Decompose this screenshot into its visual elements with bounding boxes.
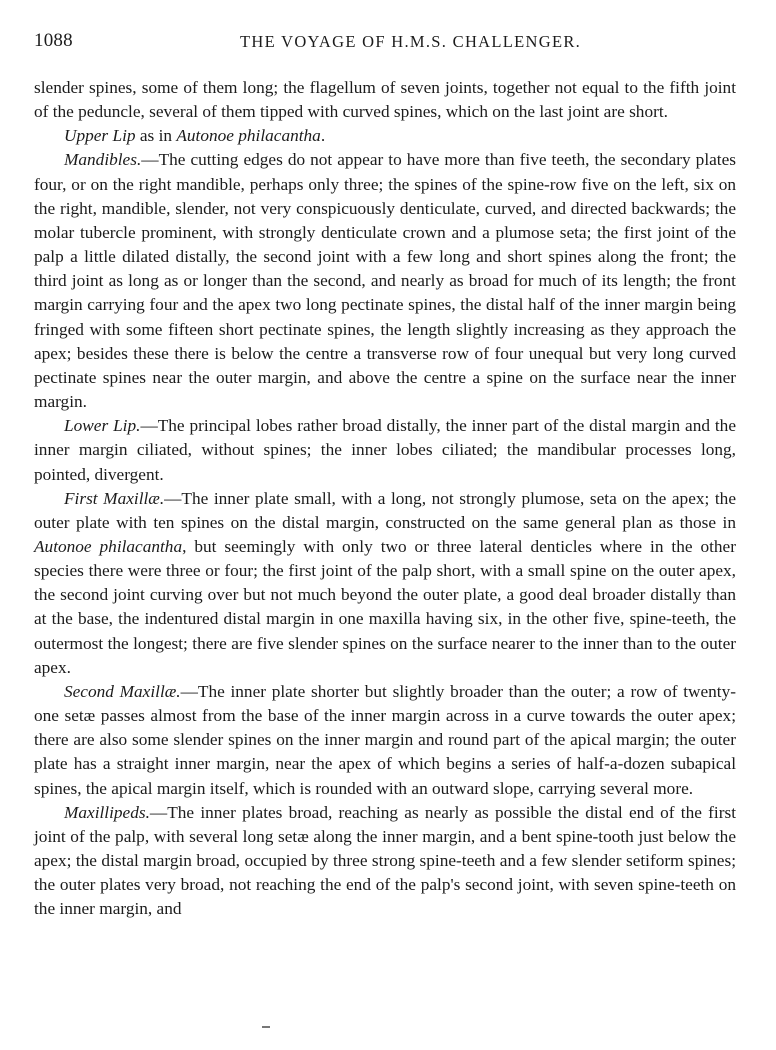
species-name: Autonoe philacantha [34, 536, 183, 556]
paragraph-second-maxillae [34, 680, 736, 801]
paragraph-text: . [320, 126, 326, 146]
paragraph-text: —The inner plate shorter but slightly broader than the outer; a row of twenty-one setæ passes almost from the base of the inner margin across in a curve towards the outer apex; there are also some slender spines on the inner margin and round part of the apical margin; the outer plate has a straight inner margin, near the apex of which begins a series of half-a-dozen subapical spines, the apical margin itself, which is rounded with an outward slope, carrying several more. [34, 681, 736, 798]
print-mark [262, 1026, 270, 1028]
paragraph-lower-lip [34, 414, 736, 486]
paragraph-text: slender spines, some of them long; the flagellum of seven joints, together not equal to the fifth joint of the peduncle, several of them tipped with curved spines, which on the last joint are short. [34, 78, 736, 122]
section-heading-lower-lip: Lower Lip. [64, 416, 141, 436]
paragraph-text: as in [135, 126, 177, 146]
paragraph-antenna-continuation [34, 76, 736, 124]
section-heading-mandibles: Mandibles. [64, 150, 142, 170]
species-name: Autonoe philacantha [176, 126, 321, 146]
paragraph-upper-lip [34, 124, 736, 148]
section-heading-maxillipeds: Maxillipeds. [64, 802, 150, 822]
paragraph-mandibles [34, 148, 736, 414]
section-heading-upper-lip: Upper Lip [64, 126, 136, 146]
page-number: 1088 [34, 30, 73, 51]
paragraph-text: —The inner plates broad, reaching as nearly as possible the distal end of the first joint of the palp, with several long setæ along the inner margin, and a bent spine-tooth just below the apex; the distal margin broad, occupied by three strong spine-teeth and a few slender setiform spines; the outer plates very broad, not reaching the end of the palp's second joint, with seven spine-teeth on the inner margin, and [34, 802, 736, 919]
paragraph-maxillipeds [34, 801, 736, 922]
page-header [34, 30, 746, 56]
paragraph-text: , but seemingly with only two or three lateral denticles where in the other species there were three or four; the first joint of the palp short, with a small spine on the outer apex, the second joint curving over but not much beyond the outer plate, a good deal broader distally than at the base, the indentured distal margin in one maxilla having six, in the other five, spine-teeth, the outermost the longest; there are five slender spines on the surface nearer to the inner than to the outer apex. [34, 536, 736, 677]
paragraph-first-maxillae [34, 487, 736, 680]
paragraph-text: —The principal lobes rather broad distally, the inner part of the distal margin and the inner margin ciliated, without spines; the inner lobes ciliated; the mandibular processes long, pointed, divergent. [34, 416, 736, 484]
section-heading-second-maxillae: Second Maxillæ. [64, 681, 181, 701]
body-text [34, 76, 736, 921]
running-title: THE VOYAGE OF H.M.S. CHALLENGER. [240, 32, 582, 51]
paragraph-text: —The cutting edges do not appear to have more than five teeth, the secondary plates four, or on the right mandible, perhaps only three; the spines of the spine-row five on the left, six on the right, mandible, slender, not very conspicuously denticulate, curved, and directed backwards; the molar tubercle prominent, with strongly denticulate crown and a plumose seta; the first joint of the palp a little dilated distally, the second joint with a few long and short spines along the front; the third joint as long as or longer than the second, and nearly as broad for much of its length; the front margin carrying four and the apex two long pectinate spines, the distal half of the inner margin being fringed with some fifteen short pectinate spines, the length slightly increasing as they approach the apex; besides these there is below the centre a transverse row of four unequal but very long curved pectinate spines near the outer margin, and above the centre a spine on the surface near the inner margin. [34, 150, 736, 412]
section-heading-first-maxillae: First Maxillæ. [64, 488, 165, 508]
paragraph-text: —The inner plate small, with a long, not strongly plumose, seta on the apex; the outer plate with ten spines on the distal margin, constructed on the same general plan as those in [34, 488, 736, 532]
